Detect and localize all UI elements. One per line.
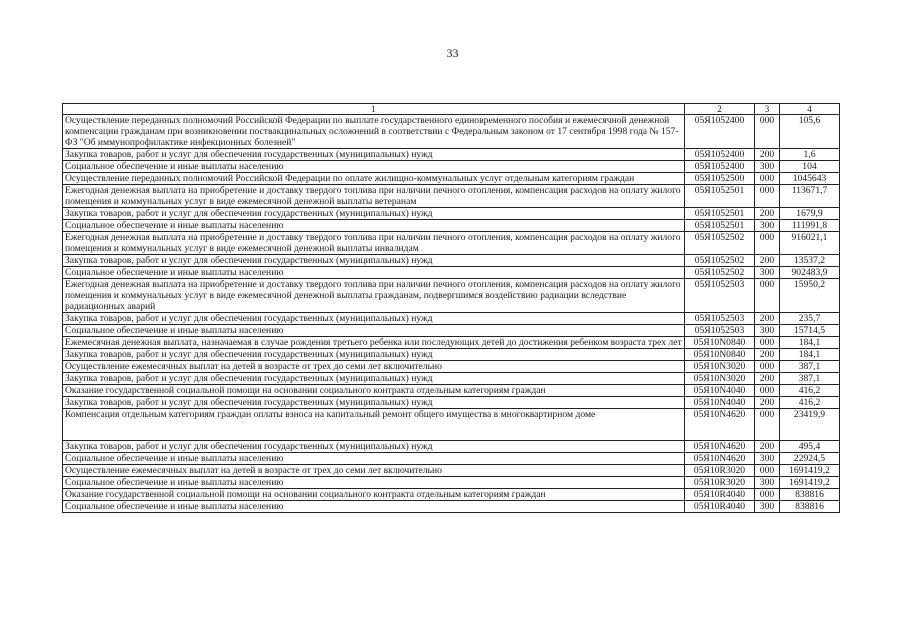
row-name-cell: Социальное обеспечение и иные выплаты населению (63, 325, 685, 337)
row-amount-cell: 416,2 (780, 385, 840, 397)
row-code-cell: 05Я1052503 (685, 279, 755, 313)
row-name-cell: Социальное обеспечение и иные выплаты населению (63, 453, 685, 465)
row-name-cell: Социальное обеспечение и иные выплаты населению (63, 220, 685, 232)
table-row (63, 232, 840, 255)
row-name-cell: Ежегодная денежная выплата на приобретение и доставку твердого топлива при наличии печного отопления, компенсация расходов на оплату жилого помещения и коммунальных услуг в виде ежемесячной денежной выплаты ветеранам (63, 185, 685, 208)
table-row (63, 349, 840, 361)
row-vr-cell: 200 (755, 255, 780, 267)
header-col-2: 2 (685, 104, 755, 115)
row-amount-cell: 104 (780, 161, 840, 173)
row-code-cell: 05Я1052500 (685, 173, 755, 185)
table-row (63, 361, 840, 373)
row-code-cell: 05Я10N4620 (685, 453, 755, 465)
row-vr-cell: 000 (755, 279, 780, 313)
table-body (63, 115, 840, 513)
row-name-cell: Осуществление ежемесячных выплат на детей в возрасте от трех до семи лет включительно (63, 361, 685, 373)
row-amount-cell: 22924,5 (780, 453, 840, 465)
table-row (63, 208, 840, 220)
row-name-cell: Закупка товаров, работ и услуг для обеспечения государственных (муниципальных) нужд (63, 313, 685, 325)
row-vr-cell: 300 (755, 325, 780, 337)
row-name-cell: Закупка товаров, работ и услуг для обеспечения государственных (муниципальных) нужд (63, 373, 685, 385)
table-row (63, 279, 840, 313)
row-amount-cell: 838816 (780, 501, 840, 513)
row-code-cell: 05Я1052502 (685, 255, 755, 267)
header-col-4: 4 (780, 104, 840, 115)
row-vr-cell: 000 (755, 337, 780, 349)
row-code-cell: 05Я10R4040 (685, 501, 755, 513)
row-vr-cell: 300 (755, 453, 780, 465)
row-code-cell: 05Я1052501 (685, 208, 755, 220)
row-name-cell: Закупка товаров, работ и услуг для обеспечения государственных (муниципальных) нужд (63, 149, 685, 161)
row-vr-cell: 000 (755, 185, 780, 208)
row-amount-cell: 416,2 (780, 397, 840, 409)
row-name-cell: Осуществление переданных полномочий Российской Федерации по оплате жилищно-коммунальных услуг отдельным категориям граждан (63, 173, 685, 185)
table-row (63, 337, 840, 349)
row-code-cell: 05Я1052400 (685, 161, 755, 173)
row-code-cell: 05Я10R4040 (685, 489, 755, 501)
row-vr-cell: 300 (755, 220, 780, 232)
table-row (63, 325, 840, 337)
header-col-3: 3 (755, 104, 780, 115)
row-name-cell: Социальное обеспечение и иные выплаты населению (63, 501, 685, 513)
row-vr-cell: 200 (755, 441, 780, 453)
table-row (63, 409, 840, 441)
row-name-cell: Ежегодная денежная выплата на приобретение и доставку твердого топлива при наличии печного отопления, компенсация расходов на оплату жилого помещения и коммунальных услуг в виде ежемесячной денежной выплаты инвалидам (63, 232, 685, 255)
row-amount-cell: 1679,9 (780, 208, 840, 220)
row-name-cell: Закупка товаров, работ и услуг для обеспечения государственных (муниципальных) нужд (63, 441, 685, 453)
table-row (63, 173, 840, 185)
row-amount-cell: 495,4 (780, 441, 840, 453)
row-amount-cell: 1,6 (780, 149, 840, 161)
row-amount-cell: 1045643 (780, 173, 840, 185)
row-code-cell: 05Я1052502 (685, 232, 755, 255)
row-code-cell: 05Я1052503 (685, 313, 755, 325)
row-vr-cell: 200 (755, 208, 780, 220)
row-amount-cell: 235,7 (780, 313, 840, 325)
table-row (63, 185, 840, 208)
row-name-cell: Социальное обеспечение и иные выплаты населению (63, 161, 685, 173)
row-vr-cell: 000 (755, 489, 780, 501)
row-amount-cell: 902483,9 (780, 267, 840, 279)
row-vr-cell: 200 (755, 149, 780, 161)
row-amount-cell: 1691419,2 (780, 477, 840, 489)
row-name-cell: Закупка товаров, работ и услуг для обеспечения государственных (муниципальных) нужд (63, 397, 685, 409)
table-row (63, 313, 840, 325)
row-vr-cell: 000 (755, 465, 780, 477)
row-code-cell: 05Я1052501 (685, 185, 755, 208)
row-name-cell: Ежемесячная денежная выплата, назначаемая в случае рождения третьего ребенка или последующих детей до достижения ребенком возраста трех лет (63, 337, 685, 349)
row-amount-cell: 15714,5 (780, 325, 840, 337)
row-amount-cell: 838816 (780, 489, 840, 501)
row-name-cell: Закупка товаров, работ и услуг для обеспечения государственных (муниципальных) нужд (63, 349, 685, 361)
row-amount-cell: 15950,2 (780, 279, 840, 313)
row-code-cell: 05Я10N4620 (685, 441, 755, 453)
table-row (63, 115, 840, 149)
row-vr-cell: 000 (755, 361, 780, 373)
budget-table (62, 103, 840, 513)
table-row (63, 220, 840, 232)
row-vr-cell: 000 (755, 409, 780, 441)
row-amount-cell: 111991,8 (780, 220, 840, 232)
table-row (63, 465, 840, 477)
header-col-1: 1 (63, 104, 685, 115)
row-vr-cell: 300 (755, 477, 780, 489)
row-code-cell: 05Я10N4620 (685, 409, 755, 441)
row-vr-cell: 000 (755, 232, 780, 255)
row-name-cell: Закупка товаров, работ и услуг для обеспечения государственных (муниципальных) нужд (63, 208, 685, 220)
row-code-cell: 05Я1052400 (685, 115, 755, 149)
row-name-cell: Осуществление переданных полномочий Российской Федерации по выплате государственного единовременного пособия и ежемесячной денежной компенсации гражданам при возникновении поствакцинальных осложнений в соответствии с Федеральным законом от 17 сентября 1998 года № 157-ФЗ "Об иммунопрофилактике инфекционных болезней" (63, 115, 685, 149)
row-code-cell: 05Я10N4040 (685, 397, 755, 409)
table-row (63, 267, 840, 279)
row-vr-cell: 300 (755, 501, 780, 513)
row-name-cell: Социальное обеспечение и иные выплаты населению (63, 267, 685, 279)
row-code-cell: 05Я10N4040 (685, 385, 755, 397)
row-code-cell: 05Я10R3020 (685, 465, 755, 477)
row-amount-cell: 916021,1 (780, 232, 840, 255)
row-name-cell: Компенсация отдельным категориям граждан оплаты взноса на капитальный ремонт общего имущества в многоквартирном доме (63, 409, 685, 441)
row-name-cell: Ежегодная денежная выплата на приобретение и доставку твердого топлива при наличии печного отопления, компенсация расходов на оплату жилого помещения и коммунальных услуг в виде ежемесячной денежной выплаты гражданам, подвергшимся воздействию радиации вследствие радиационных аварий (63, 279, 685, 313)
table-row (63, 255, 840, 267)
row-name-cell: Осуществление ежемесячных выплат на детей в возрасте от трех до семи лет включительно (63, 465, 685, 477)
row-code-cell: 05Я1052502 (685, 267, 755, 279)
row-amount-cell: 1691419,2 (780, 465, 840, 477)
row-name-cell: Закупка товаров, работ и услуг для обеспечения государственных (муниципальных) нужд (63, 255, 685, 267)
table-row (63, 373, 840, 385)
row-code-cell: 05Я10N3020 (685, 361, 755, 373)
row-name-cell: Оказание государственной социальной помощи на основании социального контракта отдельным категориям граждан (63, 489, 685, 501)
row-code-cell: 05Я10R3020 (685, 477, 755, 489)
table-row (63, 397, 840, 409)
row-amount-cell: 13537,2 (780, 255, 840, 267)
row-amount-cell: 184,1 (780, 337, 840, 349)
row-vr-cell: 200 (755, 349, 780, 361)
table-row (63, 477, 840, 489)
row-code-cell: 05Я10N3020 (685, 373, 755, 385)
row-code-cell: 05Я1052400 (685, 149, 755, 161)
row-amount-cell: 184,1 (780, 349, 840, 361)
table-row (63, 161, 840, 173)
row-code-cell: 05Я1052501 (685, 220, 755, 232)
row-name-cell: Социальное обеспечение и иные выплаты населению (63, 477, 685, 489)
row-vr-cell: 000 (755, 173, 780, 185)
row-vr-cell: 000 (755, 115, 780, 149)
table-row (63, 441, 840, 453)
row-vr-cell: 200 (755, 397, 780, 409)
row-vr-cell: 000 (755, 385, 780, 397)
row-code-cell: 05Я10N0840 (685, 349, 755, 361)
row-amount-cell: 23419,9 (780, 409, 840, 441)
table-row (63, 489, 840, 501)
row-code-cell: 05Я10N0840 (685, 337, 755, 349)
table-row (63, 453, 840, 465)
table-row (63, 149, 840, 161)
row-amount-cell: 387,1 (780, 361, 840, 373)
row-vr-cell: 300 (755, 267, 780, 279)
row-code-cell: 05Я1052503 (685, 325, 755, 337)
row-amount-cell: 105,6 (780, 115, 840, 149)
row-vr-cell: 200 (755, 313, 780, 325)
table-row (63, 501, 840, 513)
row-name-cell: Оказание государственной социальной помощи на основании социального контракта отдельным категориям граждан (63, 385, 685, 397)
row-vr-cell: 200 (755, 373, 780, 385)
row-amount-cell: 113671,7 (780, 185, 840, 208)
table-row (63, 385, 840, 397)
page-number: 33 (446, 46, 459, 60)
row-amount-cell: 387,1 (780, 373, 840, 385)
row-vr-cell: 300 (755, 161, 780, 173)
table-header-row (63, 104, 840, 115)
